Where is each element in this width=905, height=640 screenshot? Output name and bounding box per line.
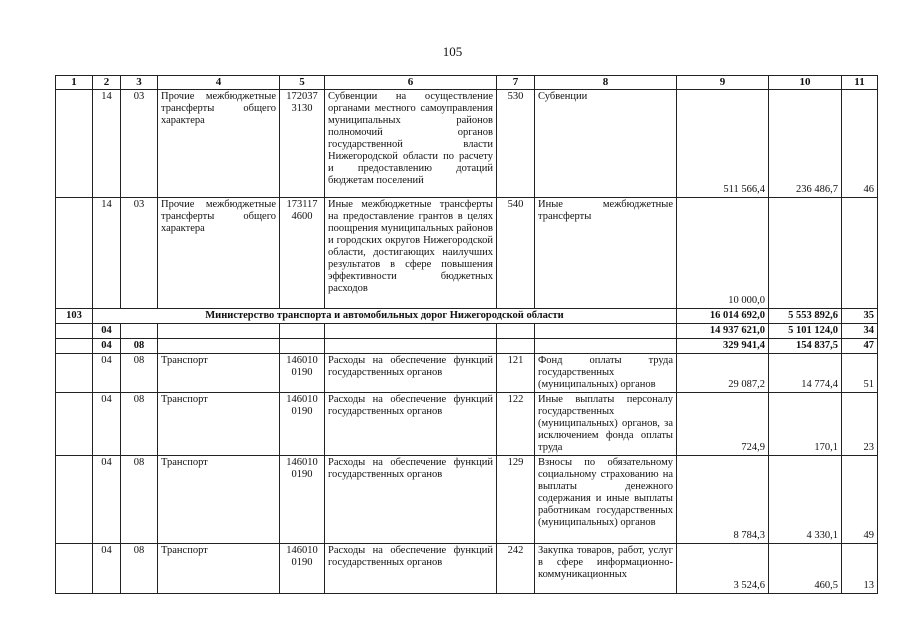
header-cell: 10 [769,76,842,90]
cell-c3: 08 [121,456,158,544]
subsection-row [56,339,878,354]
cell-c9: 10 000,0 [677,198,769,309]
cell-c1 [56,544,93,594]
cell-c3: 08 [121,393,158,456]
cell-c8: Субвенции [535,90,677,198]
cell-c10: 170,1 [769,393,842,456]
cell-c4: Транспорт [158,354,280,393]
cell-c6: Расходы на обеспечение функций государственных органов [325,544,497,594]
cell-c9: 3 524,6 [677,544,769,594]
cell-c11: 51 [842,354,878,393]
table-row [56,456,878,544]
cell-c10: 5 553 892,6 [769,309,842,324]
cell-c2: 04 [93,339,121,354]
cell-c11: 23 [842,393,878,456]
cell-c5: 146010 0190 [280,456,325,544]
cell-c8: Фонд оплаты труда государственных (муниципальных) органов [535,354,677,393]
cell-c1 [56,198,93,309]
cell-c6: Иные межбюджетные трансферты на предоставление грантов в целях поощрения муниципальных районов и городских округов Нижегородской области, достигающих наилучших результатов в сфере повышения эффективности бюджетных расходов [325,198,497,309]
cell-c2: 14 [93,90,121,198]
cell-c4: Транспорт [158,393,280,456]
cell-c11: 35 [842,309,878,324]
cell-c11 [842,198,878,309]
cell-c4 [158,324,280,339]
cell-c3: 08 [121,354,158,393]
cell-c10: 236 486,7 [769,90,842,198]
cell-c5: 172037 3130 [280,90,325,198]
header-cell: 11 [842,76,878,90]
cell-c4: Прочие межбюджетные трансферты общего характера [158,90,280,198]
table-row [56,354,878,393]
cell-c6: Расходы на обеспечение функций государственных органов [325,354,497,393]
cell-c4: Прочие межбюджетные трансферты общего характера [158,198,280,309]
cell-c3: 03 [121,90,158,198]
cell-c9: 29 087,2 [677,354,769,393]
cell-c11: 13 [842,544,878,594]
header-cell: 2 [93,76,121,90]
cell-c5: 146010 0190 [280,354,325,393]
table-row [56,198,878,309]
cell-c11: 34 [842,324,878,339]
cell-c2: 04 [93,324,121,339]
cell-c8: Иные межбюджетные трансферты [535,198,677,309]
budget-table [55,75,878,594]
cell-c5 [280,339,325,354]
cell-c5: 173117 4600 [280,198,325,309]
cell-c4 [158,339,280,354]
cell-c8 [535,339,677,354]
cell-c11: 47 [842,339,878,354]
page-number: 105 [442,44,463,59]
cell-c10 [769,198,842,309]
cell-c1 [56,90,93,198]
header-cell: 6 [325,76,497,90]
cell-c7: 122 [497,393,535,456]
cell-c9: 16 014 692,0 [677,309,769,324]
header-row [56,76,878,90]
cell-c6: Субвенции на осуществление органами местного самоуправления муниципальных районов полномочий органов государственной власти Нижегородской области по расчету и предоставлению дотаций бюджетам поселений [325,90,497,198]
cell-c8 [535,324,677,339]
ministry-code: 103 [56,309,93,324]
cell-c10: 14 774,4 [769,354,842,393]
cell-c3 [121,324,158,339]
cell-c11: 49 [842,456,878,544]
cell-c6: Расходы на обеспечение функций государственных органов [325,456,497,544]
cell-c7: 242 [497,544,535,594]
cell-c7: 121 [497,354,535,393]
cell-c5: 146010 0190 [280,393,325,456]
header-cell: 3 [121,76,158,90]
table-row [56,90,878,198]
header-cell: 8 [535,76,677,90]
cell-c10: 5 101 124,0 [769,324,842,339]
cell-c3: 08 [121,339,158,354]
cell-c1 [56,354,93,393]
cell-c2: 04 [93,354,121,393]
section-row [56,324,878,339]
cell-c3: 03 [121,198,158,309]
table-row [56,393,878,456]
cell-c1 [56,393,93,456]
header-cell: 1 [56,76,93,90]
cell-c10: 4 330,1 [769,456,842,544]
cell-c6: Расходы на обеспечение функций государственных органов [325,393,497,456]
table-row [56,544,878,594]
cell-c10: 154 837,5 [769,339,842,354]
cell-c2: 04 [93,393,121,456]
cell-c8: Иные выплаты персоналу государственных (муниципальных) органов, за исключением фонда оплаты труда [535,393,677,456]
cell-c8: Закупка товаров, работ, услуг в сфере информационно-коммуникационных [535,544,677,594]
cell-c4: Транспорт [158,456,280,544]
cell-c2: 04 [93,544,121,594]
cell-c11: 46 [842,90,878,198]
cell-c1 [56,324,93,339]
cell-c1 [56,456,93,544]
cell-c6 [325,339,497,354]
cell-c9: 14 937 621,0 [677,324,769,339]
cell-c8: Взносы по обязательному социальному страхованию на выплаты денежного содержания и иные выплаты работникам государственных (муниципальных) органов [535,456,677,544]
ministry-name: Министерство транспорта и автомобильных дорог Нижегородской области [93,309,677,324]
cell-c7: 129 [497,456,535,544]
cell-c5: 146010 0190 [280,544,325,594]
cell-c4: Транспорт [158,544,280,594]
ministry-row [56,309,878,324]
cell-c3: 08 [121,544,158,594]
cell-c6 [325,324,497,339]
cell-c7 [497,339,535,354]
cell-c9: 329 941,4 [677,339,769,354]
cell-c2: 04 [93,456,121,544]
cell-c1 [56,339,93,354]
cell-c5 [280,324,325,339]
cell-c7 [497,324,535,339]
cell-c9: 724,9 [677,393,769,456]
header-cell: 9 [677,76,769,90]
cell-c10: 460,5 [769,544,842,594]
cell-c9: 8 784,3 [677,456,769,544]
cell-c2: 14 [93,198,121,309]
cell-c7: 530 [497,90,535,198]
header-cell: 5 [280,76,325,90]
header-cell: 7 [497,76,535,90]
cell-c9: 511 566,4 [677,90,769,198]
header-cell: 4 [158,76,280,90]
cell-c7: 540 [497,198,535,309]
